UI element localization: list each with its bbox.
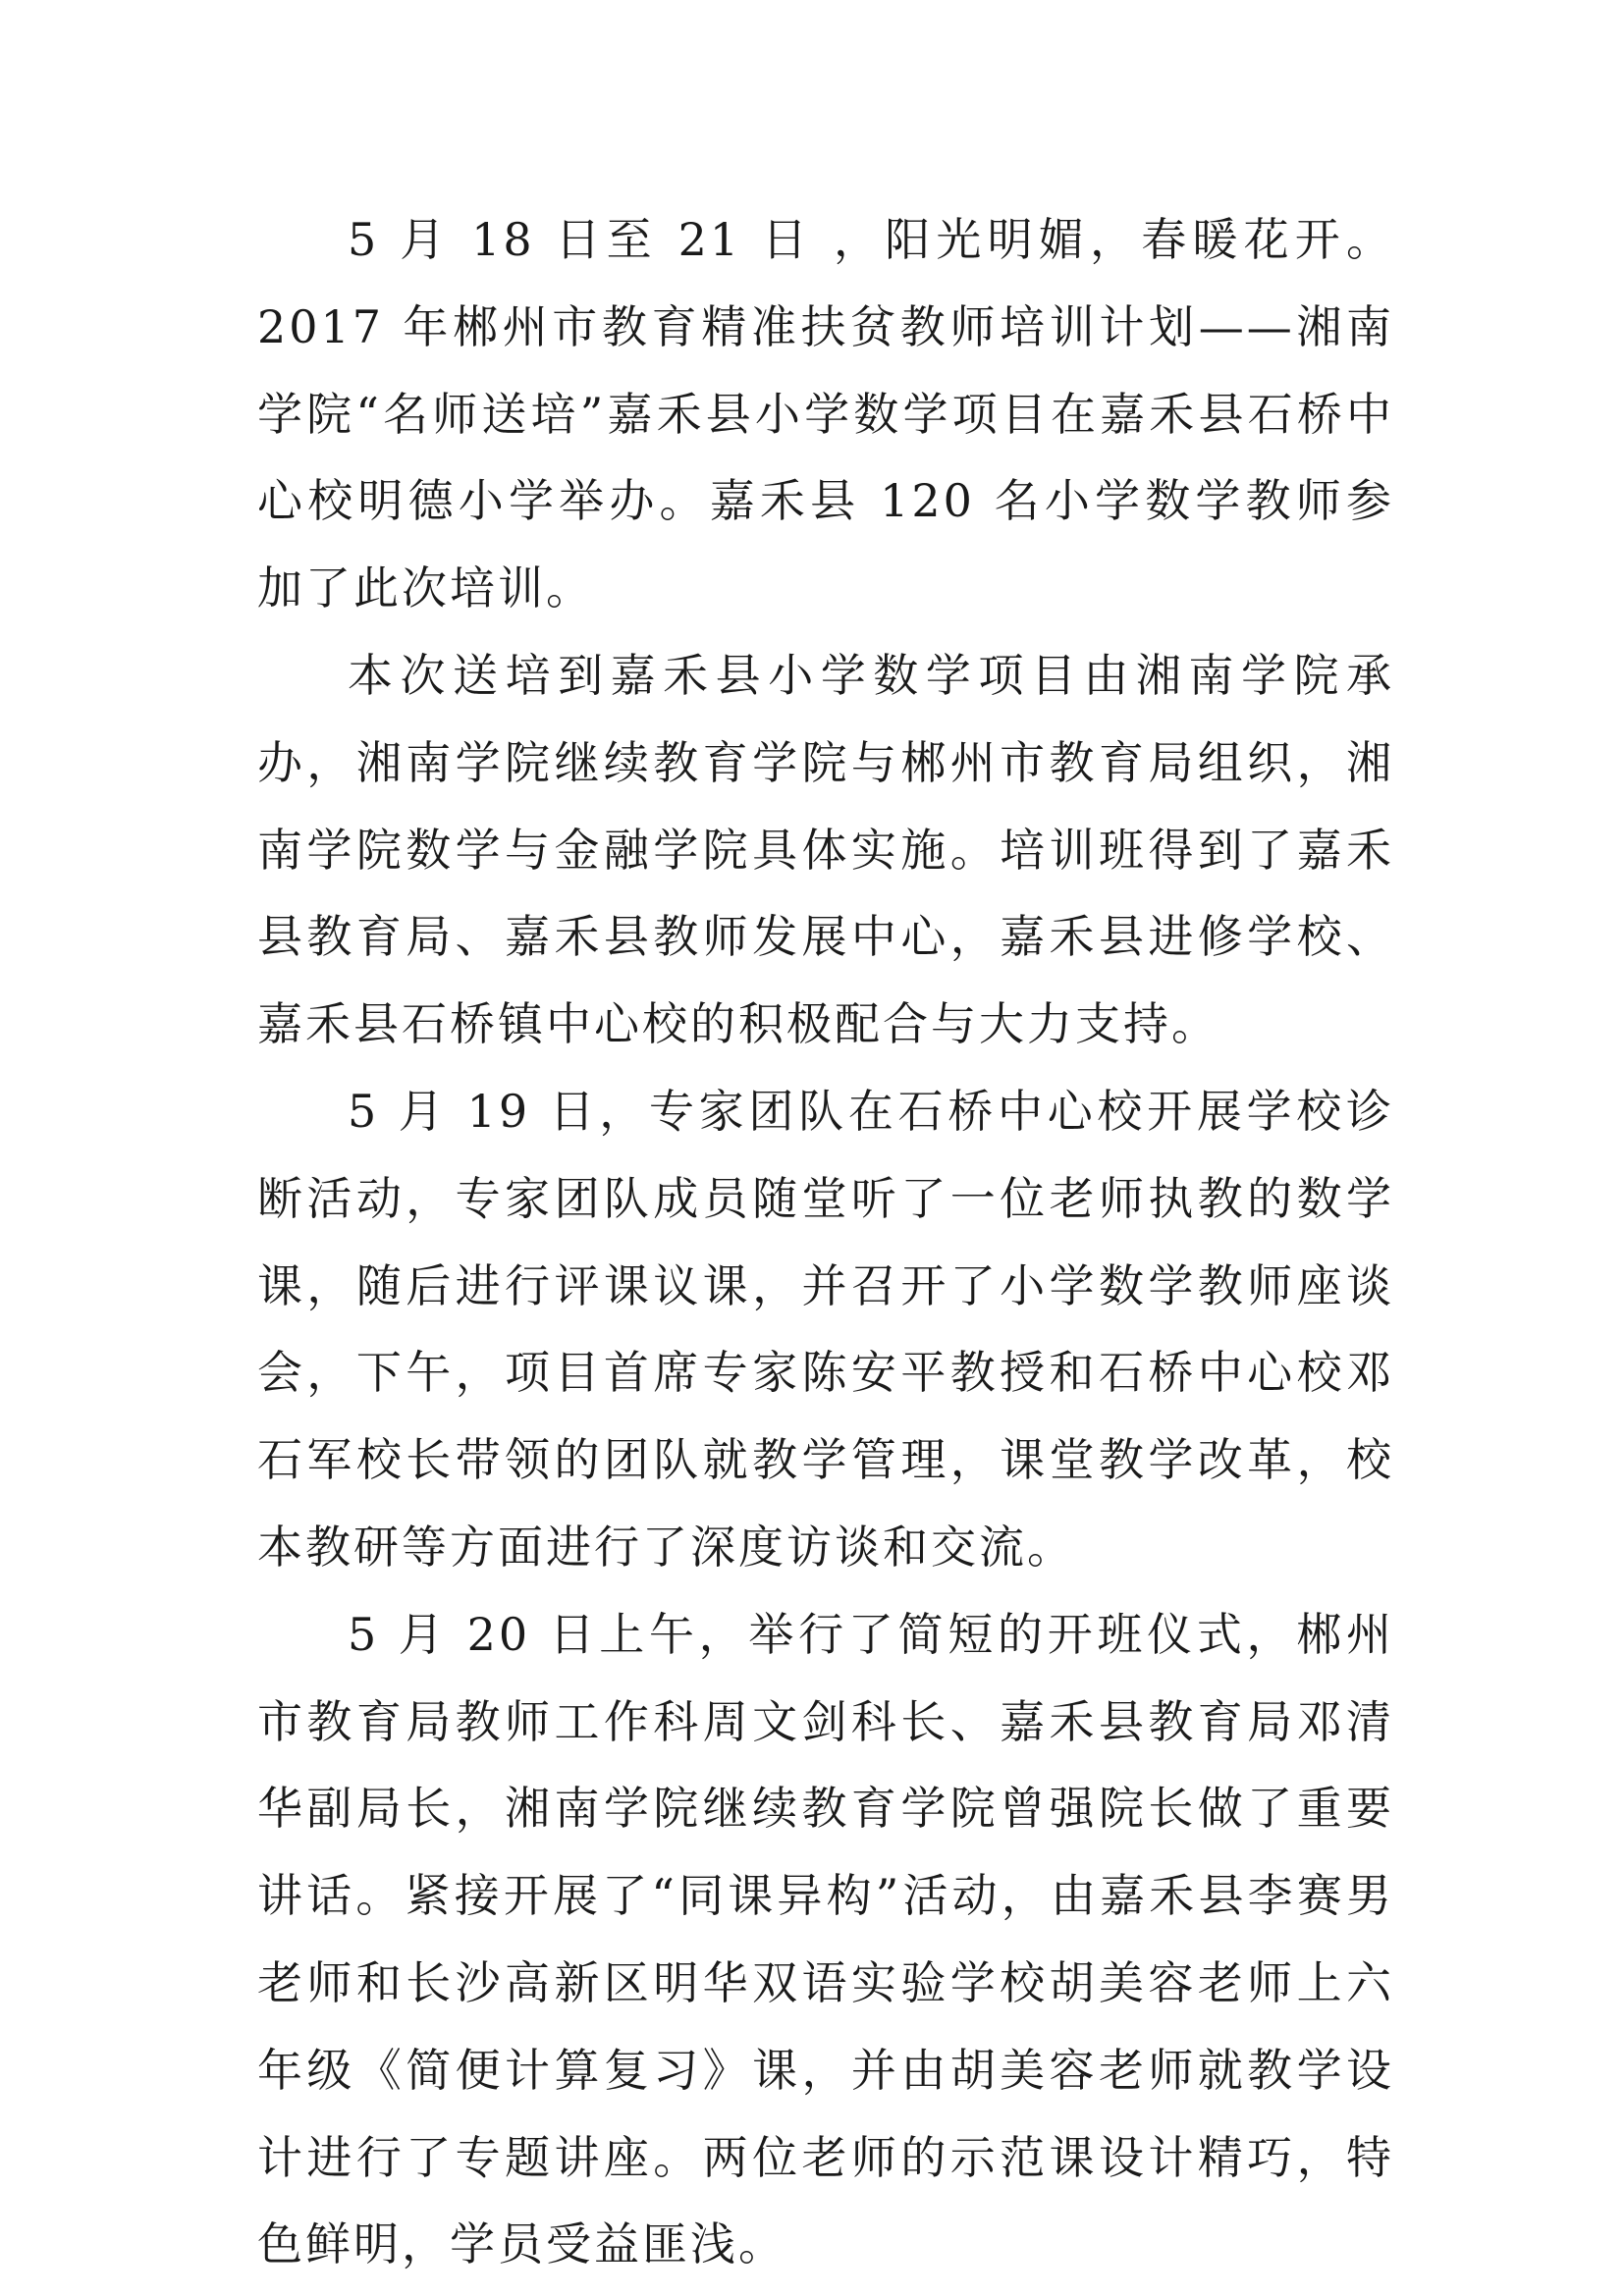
paragraph-may-19: 5 月 19 日，专家团队在石桥中心校开展学校诊断活动，专家团队成员随堂听了一位老师执教的数学课，随后进行评课议课，并召开了小学数学教师座谈会，下午，项目首席专家陈安平教授和石桥中心校邓石军校长带领的团队就教学管理，课堂教学改革，校本教研等方面进行了深度访谈和交流。 [257,1084,1394,1574]
paragraph-may-20: 5 月 20 日上午，举行了简短的开班仪式，郴州市教育局教师工作科周文剑科长、嘉禾县教育局邓清华副局长，湘南学院继续教育学院曾强院长做了重要讲话。紧接开展了“同课异构”活动，由嘉禾县李赛男老师和长沙高新区明华双语实验学校胡美容老师上六年级《简便计算复习》课，并由胡美容老师就教学设计进行了专题讲座。两位老师的示范课设计精巧，特色鲜明，学员受益匪浅。 [257,1607,1394,2271]
paragraph-opening: 5 月 18 日至 21 日 ，阳光明媚，春暖花开。2017 年郴州市教育精准扶贫教师培训计划——湘南学院“名师送培”嘉禾县小学数学项目在嘉禾县石桥中心校明德小学举办。嘉禾县 120 名小学数学教师参加了此次培训。 [257,213,1394,615]
paragraph-organizers: 本次送培到嘉禾县小学数学项目由湘南学院承办，湘南学院继续教育学院与郴州市教育局组织，湘南学院数学与金融学院具体实施。培训班得到了嘉禾县教育局、嘉禾县教师发展中心，嘉禾县进修学校、嘉禾县石桥镇中心校的积极配合与大力支持。 [257,648,1394,1051]
document-body [257,196,1394,2288]
